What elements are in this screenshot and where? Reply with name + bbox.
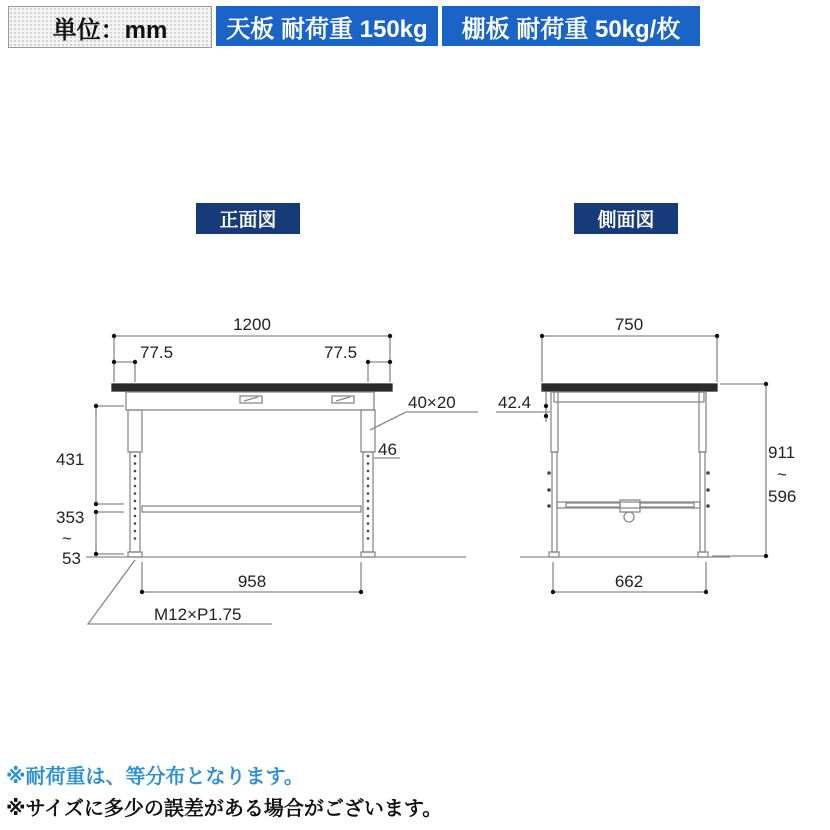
thread-text: M12×P1.75 [154, 605, 242, 624]
side-left-leg-lower [552, 452, 557, 552]
side-tabletop [542, 384, 717, 391]
shelf-bolt [547, 471, 551, 475]
dim-dot [764, 554, 768, 558]
dim-dot [388, 360, 392, 364]
side-apron-frame [554, 392, 704, 402]
leg-hole [367, 537, 370, 540]
leg-hole [367, 485, 370, 488]
leg-hole [134, 530, 137, 533]
side-shelf-knob [624, 512, 634, 522]
dim-dot [544, 404, 548, 408]
leader-frame-section [370, 412, 478, 430]
dim-dot [94, 502, 98, 506]
front-view [86, 336, 478, 624]
front-bracket-mark-right [336, 397, 350, 401]
side-inner-depth-text: 662 [614, 572, 644, 591]
leg-hole [367, 500, 370, 503]
height-max-text: 911 [768, 443, 796, 462]
frame-height-text: 46 [378, 440, 397, 459]
side-right-leg-upper [699, 392, 706, 452]
shelf-bolt [706, 471, 710, 475]
unit-label: 単位：mm [8, 6, 212, 48]
height-tilde-text: ~ [62, 529, 72, 548]
leg-hole-group [134, 455, 710, 540]
inner-width-text: 958 [237, 572, 267, 591]
dim-dot [112, 334, 116, 338]
leg-hole [134, 477, 137, 480]
leg-hole [134, 515, 137, 518]
dim-dot [94, 552, 98, 556]
leg-hole [367, 522, 370, 525]
dim-dot [551, 590, 555, 594]
front-shelf-bar [142, 506, 361, 512]
shelf-load-label: 棚板 耐荷重 50kg/枚 [442, 6, 700, 46]
frame-section-text: 40×20 [408, 393, 456, 412]
dimension-dots [94, 334, 768, 594]
dim-dot [366, 360, 370, 364]
front-tabletop [112, 384, 392, 391]
side-right-foot [698, 552, 708, 557]
height-mid-text: 353 [56, 508, 85, 527]
leg-hole [367, 462, 370, 465]
front-left-leg-upper [128, 410, 142, 452]
height-range-tilde-text: ~ [777, 465, 787, 484]
side-view-title: 側面図 [574, 203, 678, 234]
leg-hole [134, 500, 137, 503]
dim-dot [715, 334, 719, 338]
size-note: ※サイズに多少の誤差がある場合がございます。 [6, 798, 443, 820]
leg-hole [367, 492, 370, 495]
height-upper-text: 431 [56, 450, 85, 469]
leg-hole [134, 522, 137, 525]
side-shelf-panel-left [566, 503, 620, 507]
height-low-text: 53 [62, 549, 81, 568]
height-min-text: 596 [768, 487, 797, 506]
dim-dot [140, 590, 144, 594]
top-load-label: 天板 耐荷重 150kg [216, 6, 438, 46]
right-offset-text: 77.5 [324, 343, 358, 362]
leg-hole [134, 537, 137, 540]
leg-hole [134, 485, 137, 488]
leg-hole [134, 492, 137, 495]
side-left-foot [549, 552, 559, 557]
side-depth-text: 750 [614, 315, 644, 334]
leg-hole [367, 455, 370, 458]
leg-hole [134, 455, 137, 458]
leg-hole [367, 470, 370, 473]
shelf-bolt [706, 504, 710, 508]
top-offset-text: 42.4 [498, 393, 532, 412]
left-offset-text: 77.5 [140, 343, 174, 362]
front-right-foot [361, 552, 375, 557]
dim-dot [540, 334, 544, 338]
front-width-text: 1200 [233, 315, 271, 334]
dim-dot [359, 590, 363, 594]
leg-hole [134, 470, 137, 473]
leg-hole [134, 507, 137, 510]
dim-dot [704, 590, 708, 594]
leg-hole [367, 507, 370, 510]
dim-dot [388, 334, 392, 338]
side-right-leg-lower [700, 452, 705, 552]
load-note: ※耐荷重は、等分布となります。 [6, 766, 304, 788]
dim-dot [133, 360, 137, 364]
shelf-bolt [706, 488, 710, 492]
dim-dot [764, 382, 768, 386]
front-right-leg-upper [361, 410, 375, 452]
leg-hole [367, 477, 370, 480]
leg-hole [367, 530, 370, 533]
side-shelf-panel-right [640, 503, 694, 507]
front-left-foot [128, 552, 142, 557]
leg-hole [134, 462, 137, 465]
front-view-title: 正面図 [196, 203, 300, 234]
shelf-bolt [547, 504, 551, 508]
dim-dot [112, 360, 116, 364]
dim-dot [94, 510, 98, 514]
dim-dot [544, 414, 548, 418]
dim-dot [94, 404, 98, 408]
leg-hole [367, 515, 370, 518]
front-bracket-mark-left [244, 397, 258, 401]
shelf-bolt [547, 488, 551, 492]
side-view [496, 336, 766, 592]
